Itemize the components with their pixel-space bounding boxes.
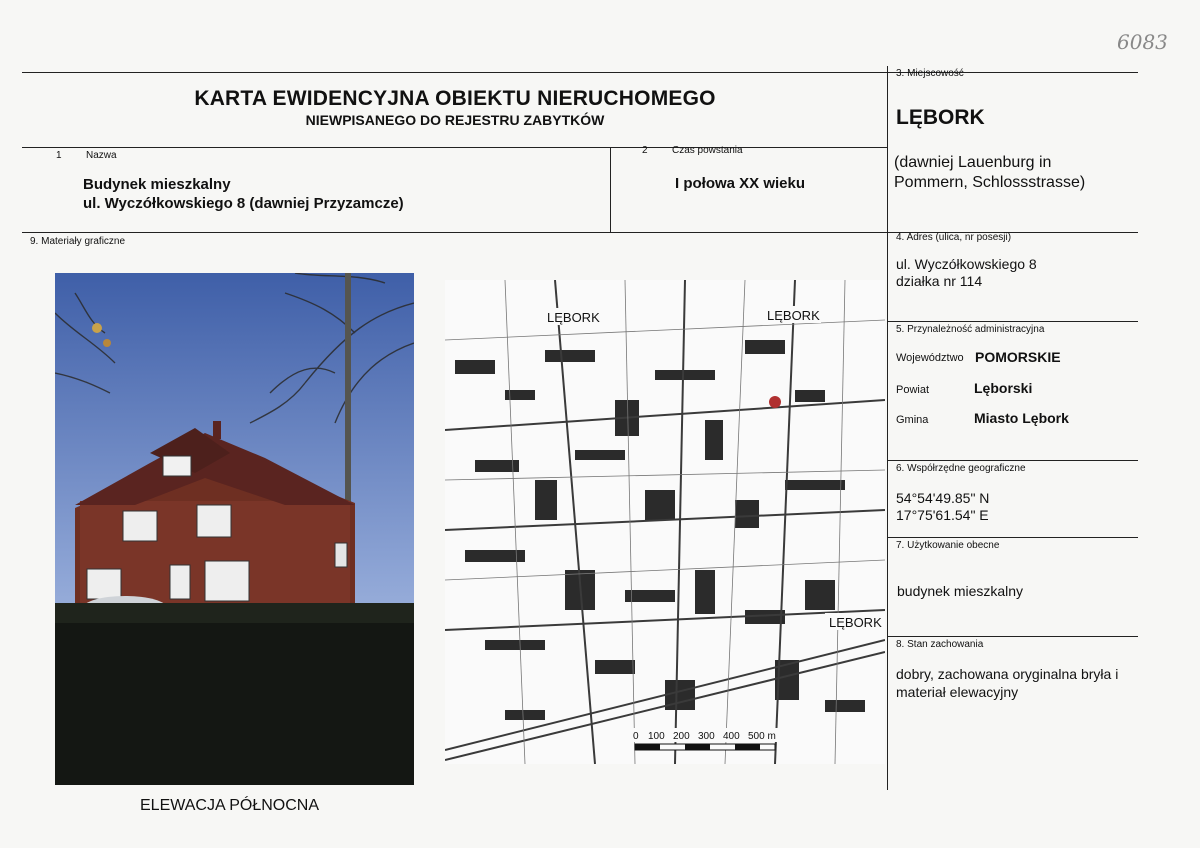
card-subtitle: NIEWPISANEGO DO REJESTRU ZABYTKÓW (305, 112, 605, 128)
name-line2: ul. Wyczółkowskiego 8 (dawniej Przyzamcze) (83, 195, 404, 212)
date-value: I połowa XX wieku (675, 175, 806, 192)
scale-tick-500: 500 m (748, 731, 776, 742)
date-number: 2 (642, 145, 648, 156)
admin-bottom-rule (888, 460, 1138, 461)
usage-label: 7. Użytkowanie obecne (896, 540, 1000, 551)
locality-note-line1: (dawniej Lauenburg in (894, 154, 1052, 171)
map-label-lebork-2: LĘBORK (767, 308, 820, 323)
scan-number: 6083 (1117, 30, 1168, 54)
voivodeship-label: Województwo (896, 352, 964, 364)
locality-value: LĘBORK (896, 106, 985, 129)
photo-caption: ELEWACJA PÓŁNOCNA (140, 797, 320, 814)
admin-label: 5. Przynależność administracyjna (896, 324, 1045, 335)
condition-line1: dobry, zachowana oryginalna bryła i (896, 666, 1119, 682)
address-line1: ul. Wyczółkowskiego 8 (896, 256, 1037, 272)
building-photo (55, 273, 414, 785)
address-label: 4. Adres (ulica, nr posesji) (896, 232, 1012, 243)
coords-label: 6. Współrzędne geograficzne (896, 463, 1026, 474)
condition-label: 8. Stan zachowania (896, 639, 984, 650)
county-label: Powiat (896, 384, 930, 396)
scale-tick-100: 100 (648, 731, 665, 742)
scale-tick-200: 200 (673, 731, 690, 742)
scale-tick-300: 300 (698, 731, 715, 742)
condition-line2: materiał elewacyjny (896, 684, 1019, 700)
locality-label: 3. Miejscowość (896, 68, 964, 79)
name-label: Nazwa (86, 150, 117, 161)
scale-tick-400: 400 (723, 731, 740, 742)
location-map (445, 280, 885, 764)
usage-bottom-rule (888, 636, 1138, 637)
coords-lat: 54°54'49.85" N (896, 490, 990, 506)
map-label-lebork-1: LĘBORK (547, 310, 600, 325)
top-rule (22, 72, 1138, 73)
right-column-divider (887, 66, 888, 790)
name-line1: Budynek mieszkalny (83, 176, 231, 193)
date-label: Czas powstania (672, 145, 743, 156)
address-line2: działka nr 114 (896, 273, 983, 289)
scale-tick-0: 0 (633, 731, 639, 742)
usage-value: budynek mieszkalny (897, 583, 1024, 599)
locality-note-line2: Pommern, Schlossstrasse) (894, 174, 1086, 191)
voivodeship-value: POMORSKIE (975, 349, 1061, 365)
commune-label: Gmina (896, 414, 929, 426)
name-date-divider (610, 147, 611, 232)
county-value: Lęborski (974, 380, 1033, 396)
name-number: 1 (56, 150, 62, 161)
card-title: KARTA EWIDENCYJNA OBIEKTU NIERUCHOMEGO (194, 87, 716, 110)
graphics-label: 9. Materiały graficzne (30, 236, 126, 247)
commune-value: Miasto Lębork (974, 410, 1069, 426)
coords-lon: 17°75'61.54" E (896, 507, 989, 523)
map-label-lebork-3: LĘBORK (829, 615, 882, 630)
scale-bar (635, 744, 775, 750)
header-bottom-rule (22, 147, 888, 148)
address-bottom-rule (888, 321, 1138, 322)
coords-bottom-rule (888, 537, 1138, 538)
